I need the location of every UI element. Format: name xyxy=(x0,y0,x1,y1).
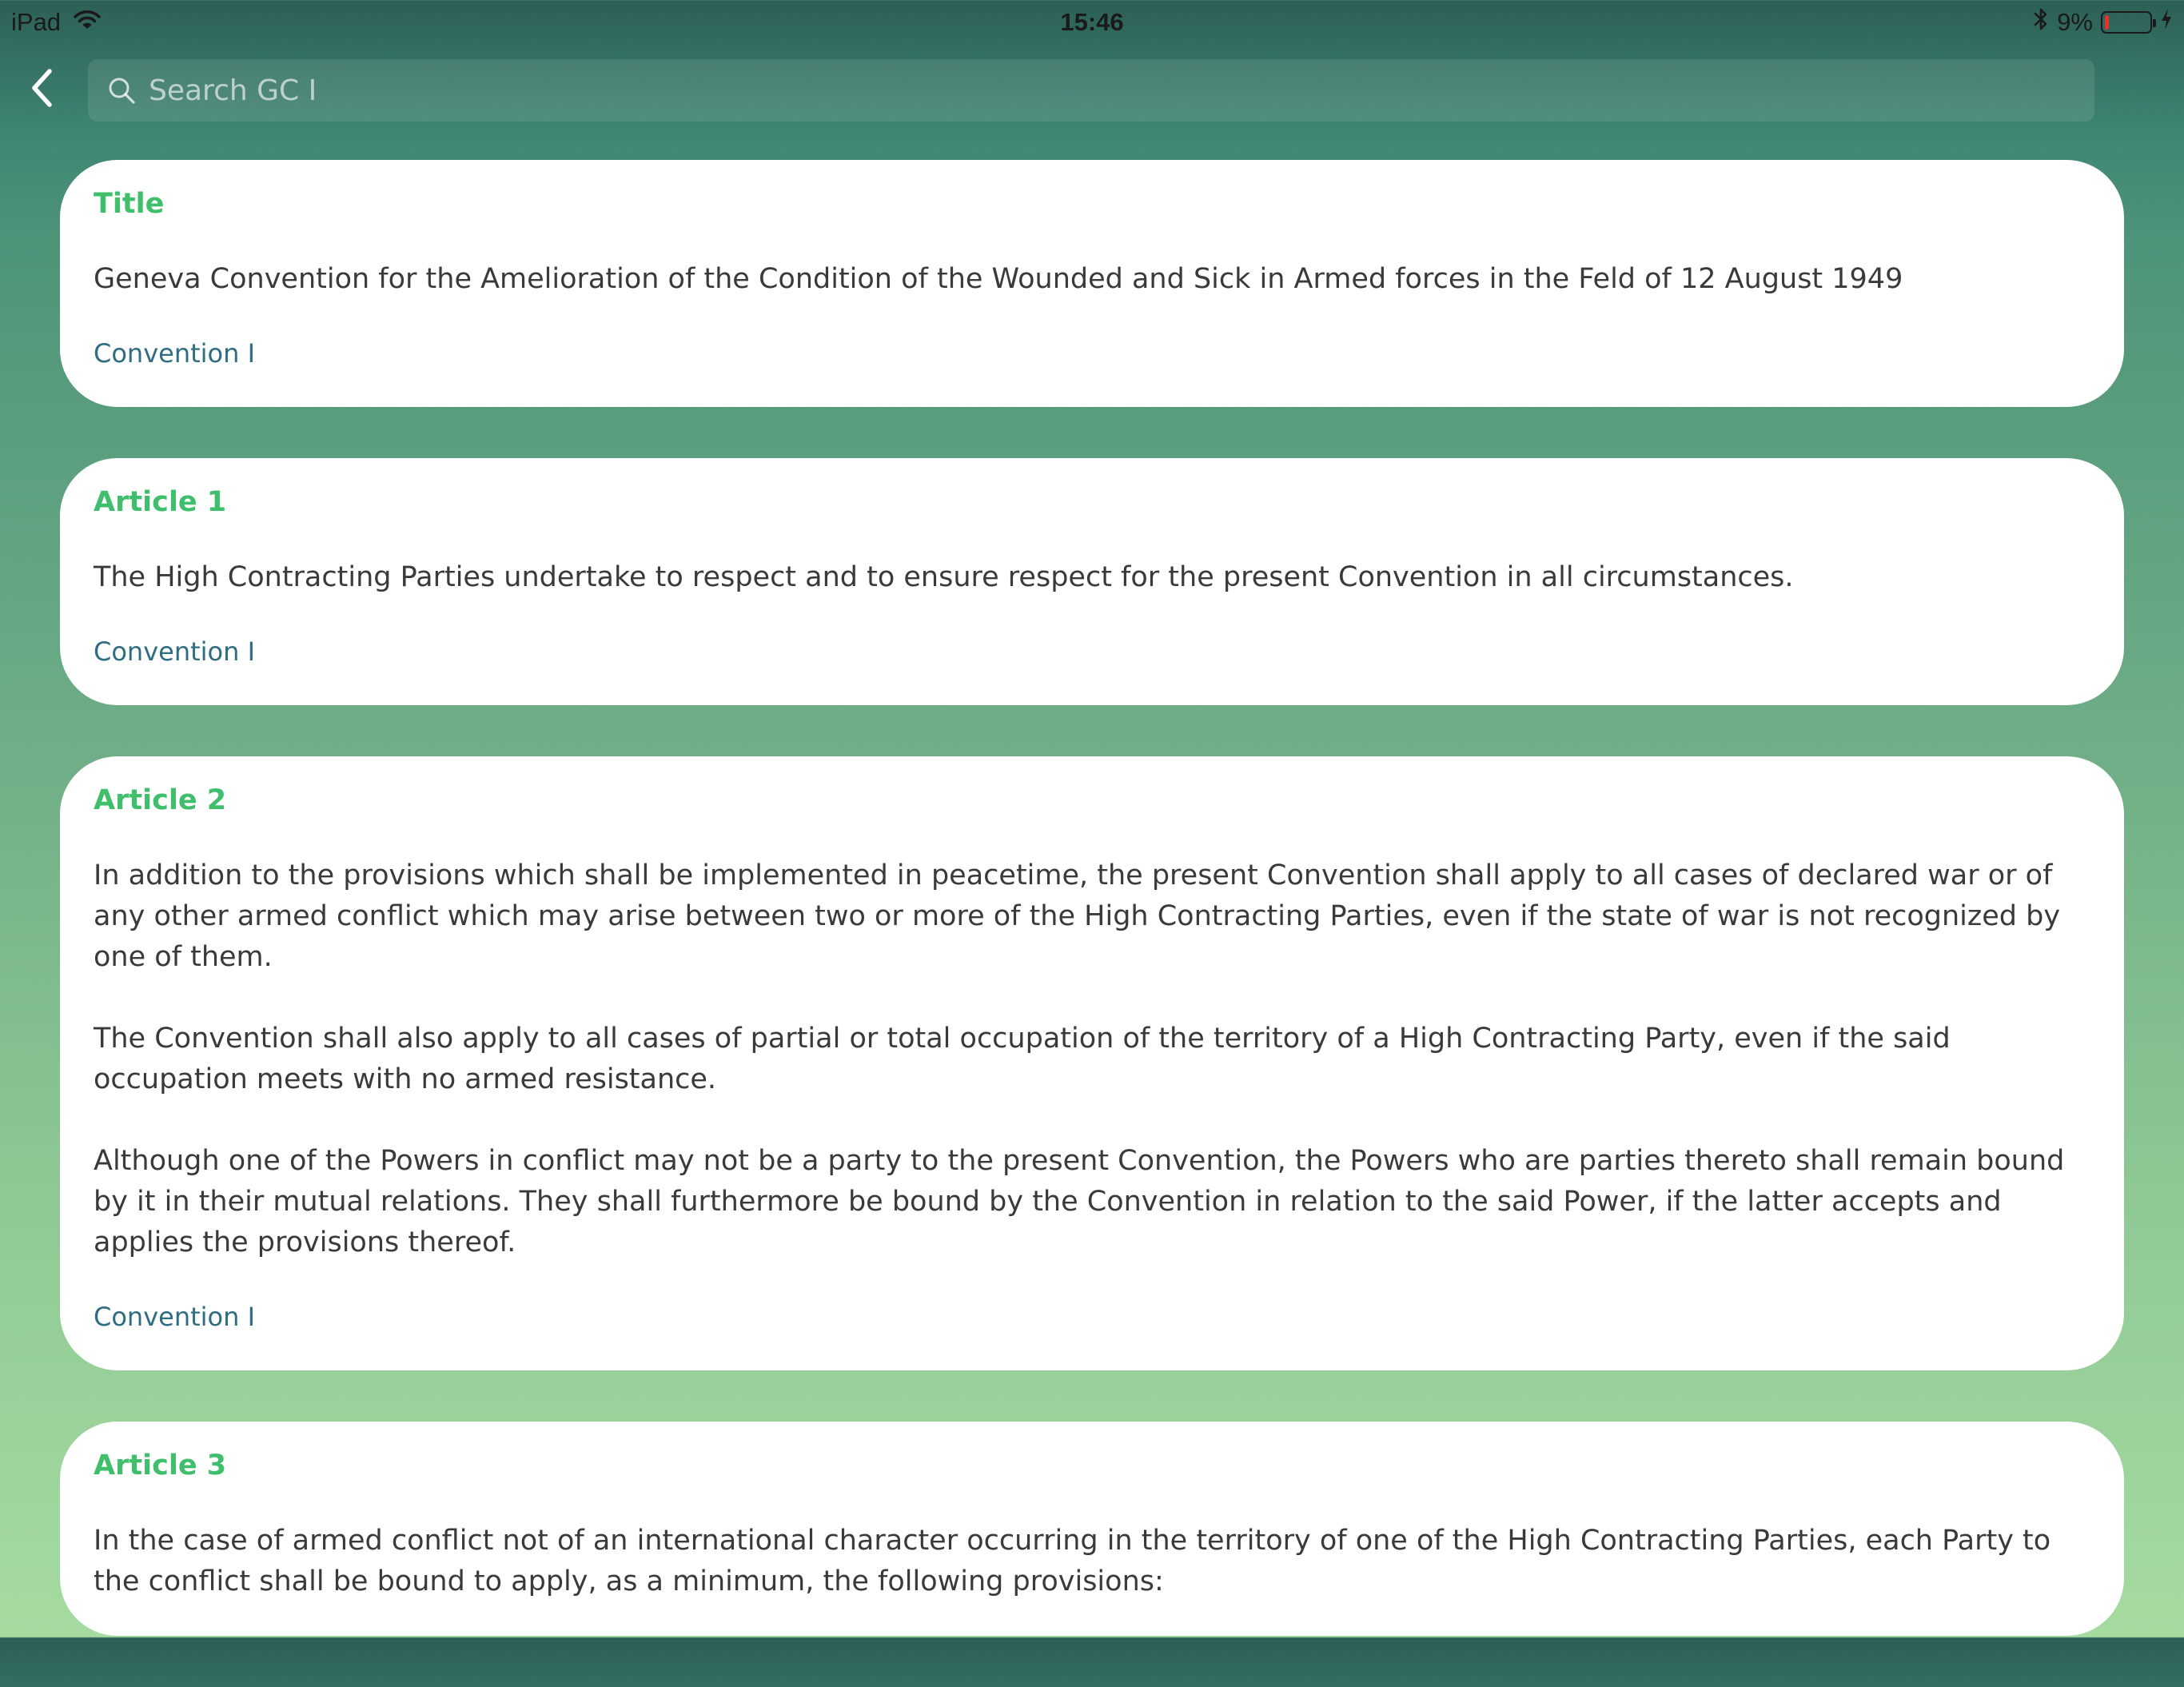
back-button[interactable] xyxy=(18,66,66,114)
chevron-left-icon xyxy=(30,68,54,111)
card-heading: Article 1 xyxy=(94,486,227,518)
search-icon xyxy=(106,74,137,106)
card-paragraph: Although one of the Powers in conflict may not be a party to the present Convention, the Powers who are parties thereto shall remain bound by it in their mutual relations. They shall furthermore be bound by the Convention in relation to the said Power, if the latter accepts and applies the provisions thereof. xyxy=(94,1145,2065,1258)
card-paragraph: Geneva Convention for the Amelioration of the Condition of the Wounded and Sick in Armed forces in the Feld of 12 August 1949 xyxy=(94,263,1903,295)
card-paragraph: In addition to the provisions which shall be implemented in peacetime, the present Convention shall apply to all cases of declared war or of any other armed conflict which may arise between two or more of the High Contracting Parties, even if the state of war is not recognized by one of them. xyxy=(94,859,2061,973)
card-paragraph: The High Contracting Parties undertake to respect and to ensure respect for the present Convention in all circumstances. xyxy=(94,561,1794,593)
battery-nub xyxy=(2153,19,2156,27)
result-card-article-1[interactable] xyxy=(60,458,2124,705)
status-bar xyxy=(0,0,2184,45)
card-body xyxy=(94,855,2090,1263)
card-body xyxy=(94,259,2090,300)
card-body xyxy=(94,557,2090,598)
card-source-link[interactable]: Convention I xyxy=(94,636,256,667)
status-time: 15:46 xyxy=(1060,8,1124,36)
nav-bar xyxy=(0,45,2184,136)
card-paragraph: The Convention shall also apply to all cases of partial or total occupation of the territory of a High Contracting Party, even if the said occupation meets with no armed resistance. xyxy=(94,1023,1951,1095)
card-heading: Title xyxy=(94,188,165,220)
card-heading: Article 3 xyxy=(94,1450,227,1482)
card-paragraph: In the case of armed conflict not of an international character occurring in the territory of one of the High Contracting Parties, each Party to the conflict shall be bound to apply, as a minimum, the following provisions: xyxy=(94,1525,2051,1597)
result-card-article-2[interactable] xyxy=(60,756,2124,1370)
charging-bolt-icon xyxy=(2160,8,2173,37)
battery-icon xyxy=(2101,11,2152,34)
card-body xyxy=(94,1521,2090,1602)
search-input[interactable] xyxy=(147,66,2094,115)
card-source-link[interactable]: Convention I xyxy=(94,338,256,369)
search-field[interactable] xyxy=(88,59,2094,122)
status-right xyxy=(2033,6,2173,38)
result-card-title[interactable] xyxy=(60,160,2124,407)
battery-percent: 9% xyxy=(2057,8,2093,36)
battery-level xyxy=(2105,15,2109,30)
card-source-link[interactable]: Convention I xyxy=(94,1302,256,1332)
card-heading: Article 2 xyxy=(94,784,227,816)
results-list xyxy=(60,160,2124,1687)
device-label: iPad xyxy=(11,8,62,36)
bluetooth-icon xyxy=(2033,6,2049,38)
result-card-article-3[interactable] xyxy=(60,1422,2124,1636)
